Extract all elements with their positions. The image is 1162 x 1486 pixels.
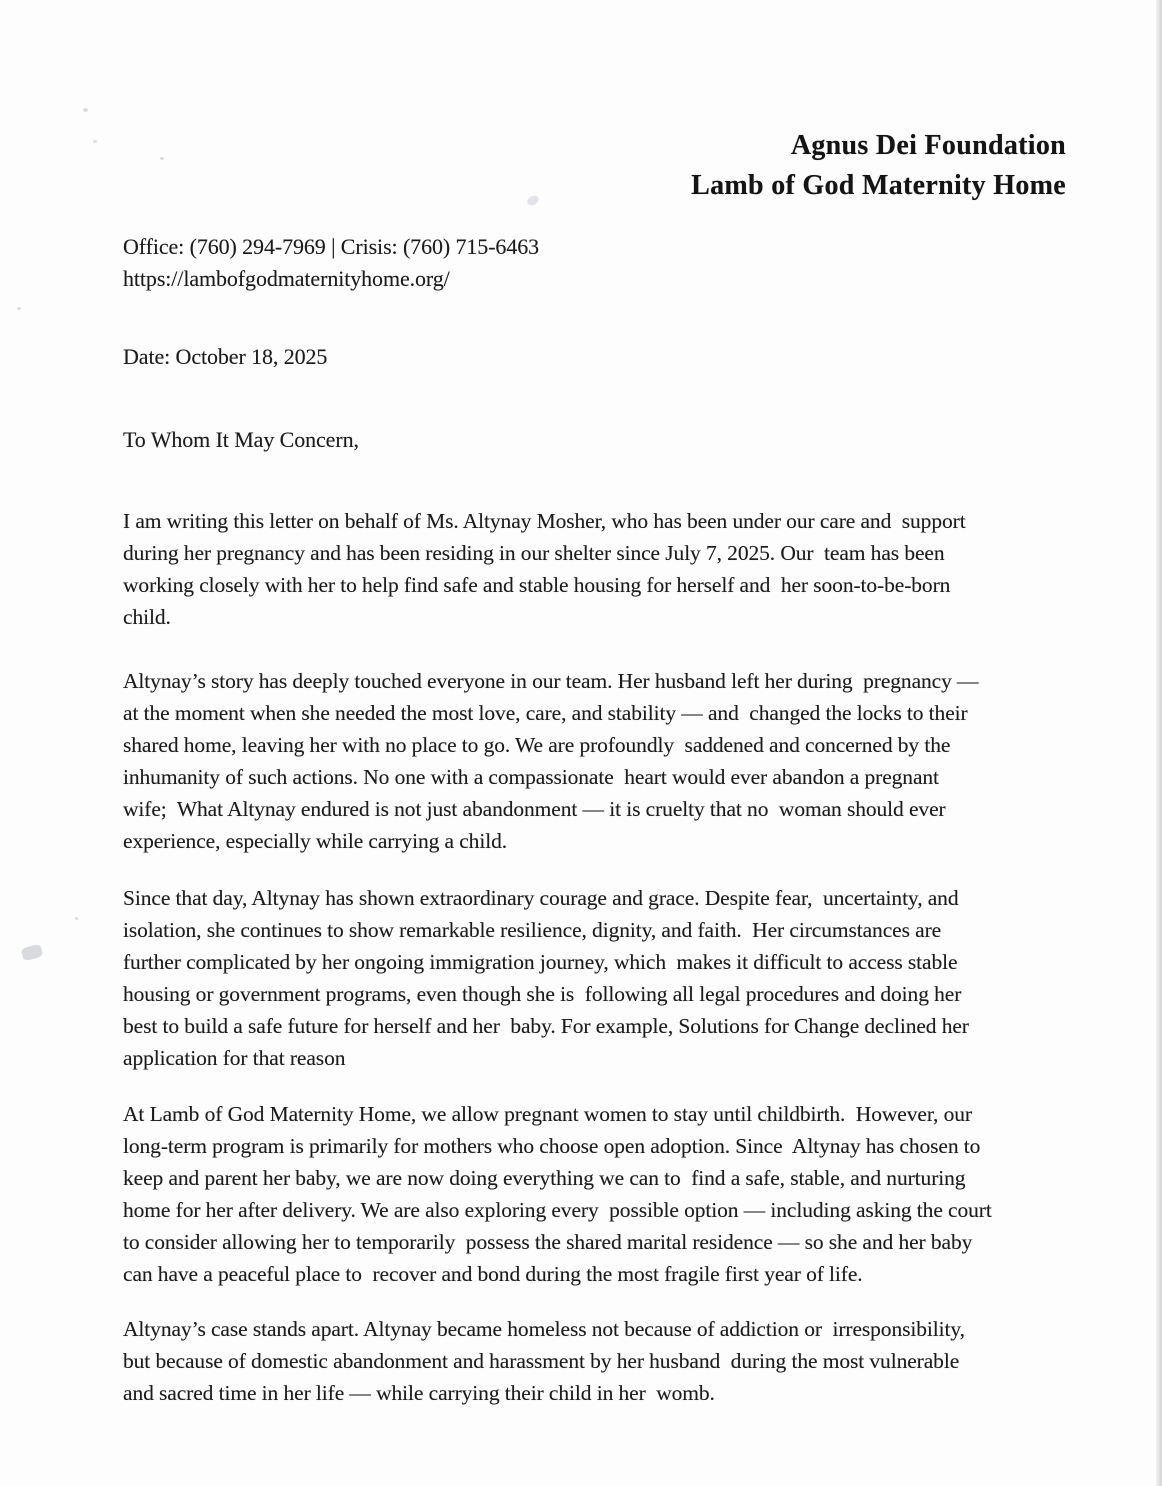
text-line: Since that day, Altynay has shown extraordinary courage and grace. Despite fear, uncertainty, and [123, 886, 959, 910]
salutation [123, 424, 359, 456]
org-name: Agnus Dei Foundation [790, 130, 1066, 161]
paragraph-4 [123, 1098, 992, 1290]
text-line: housing or government programs, even though she is following all legal procedures and doing her [123, 982, 962, 1006]
letterhead [691, 126, 1066, 206]
text-line: working closely with her to help find safe and stable housing for herself and her soon-to-be-born [123, 573, 951, 597]
text-line: wife; What Altynay endured is not just abandonment — it is cruelty that no woman should ever [123, 797, 946, 821]
text-line: can have a peaceful place to recover and bond during the most fragile first year of life. [123, 1262, 863, 1286]
contact-info [123, 231, 539, 295]
text-line: to consider allowing her to temporarily possess the shared marital residence — so she and her baby [123, 1230, 973, 1254]
text-line: inhumanity of such actions. No one with a compassionate heart would ever abandon a pregnant [123, 765, 939, 789]
text-line: Altynay’s story has deeply touched everyone in our team. Her husband left her during pregnancy — [123, 669, 979, 693]
program-name: Lamb of God Maternity Home [691, 170, 1066, 201]
text-line: I am writing this letter on behalf of Ms. Altynay Mosher, who has been under our care and support [123, 509, 966, 533]
text-line: isolation, she continues to show remarkable resilience, dignity, and faith. Her circumstances are [123, 918, 942, 942]
text-line: application for that reason [123, 1046, 346, 1070]
scan-speck [17, 307, 21, 310]
scan-smudge [526, 194, 541, 208]
date-text: Date: October 18, 2025 [123, 344, 328, 369]
date-line [123, 341, 327, 373]
text-line: shared home, leaving her with no place to go. We are profoundly saddened and concerned by the [123, 733, 951, 757]
text-line: at the moment when she needed the most love, care, and stability — and changed the locks to their [123, 701, 968, 725]
text-line: during her pregnancy and has been residing in our shelter since July 7, 2025. Our team has been [123, 541, 945, 565]
text-line: but because of domestic abandonment and harassment by her husband during the most vulnerable [123, 1349, 960, 1373]
scan-smudge [21, 944, 44, 962]
text-line: long-term program is primarily for mothers who choose open adoption. Since Altynay has chosen to [123, 1134, 981, 1158]
text-line: child. [123, 605, 171, 629]
scan-edge-strip [1156, 0, 1162, 1486]
text-line: keep and parent her baby, we are now doing everything we can to find a safe, stable, and nurturing [123, 1166, 966, 1190]
paragraph-5 [123, 1313, 965, 1409]
scan-speck [83, 108, 88, 112]
website-url: https://lambofgodmaternityhome.org/ [123, 266, 450, 291]
text-line: and sacred time in her life — while carrying their child in her womb. [123, 1381, 715, 1405]
text-line: further complicated by her ongoing immigration journey, which makes it difficult to access stable [123, 950, 958, 974]
salutation-text: To Whom It May Concern, [123, 427, 359, 452]
paragraph-2 [123, 665, 978, 857]
phone-line: Office: (760) 294-7969 | Crisis: (760) 715-6463 [123, 234, 540, 259]
text-line: Altynay’s case stands apart. Altynay became homeless not because of addiction or irresponsibility, [123, 1317, 965, 1341]
text-line: best to build a safe future for herself and her baby. For example, Solutions for Change declined her [123, 1014, 969, 1038]
text-line: At Lamb of God Maternity Home, we allow pregnant women to stay until childbirth. However, our [123, 1102, 972, 1126]
paragraph-3 [123, 882, 969, 1074]
scan-speck [93, 140, 97, 143]
text-line: experience, especially while carrying a child. [123, 829, 508, 853]
text-line: home for her after delivery. We are also exploring every possible option — including asking the court [123, 1198, 992, 1222]
scan-speck [75, 917, 78, 920]
paragraph-1 [123, 505, 966, 633]
scan-speck [160, 157, 164, 160]
